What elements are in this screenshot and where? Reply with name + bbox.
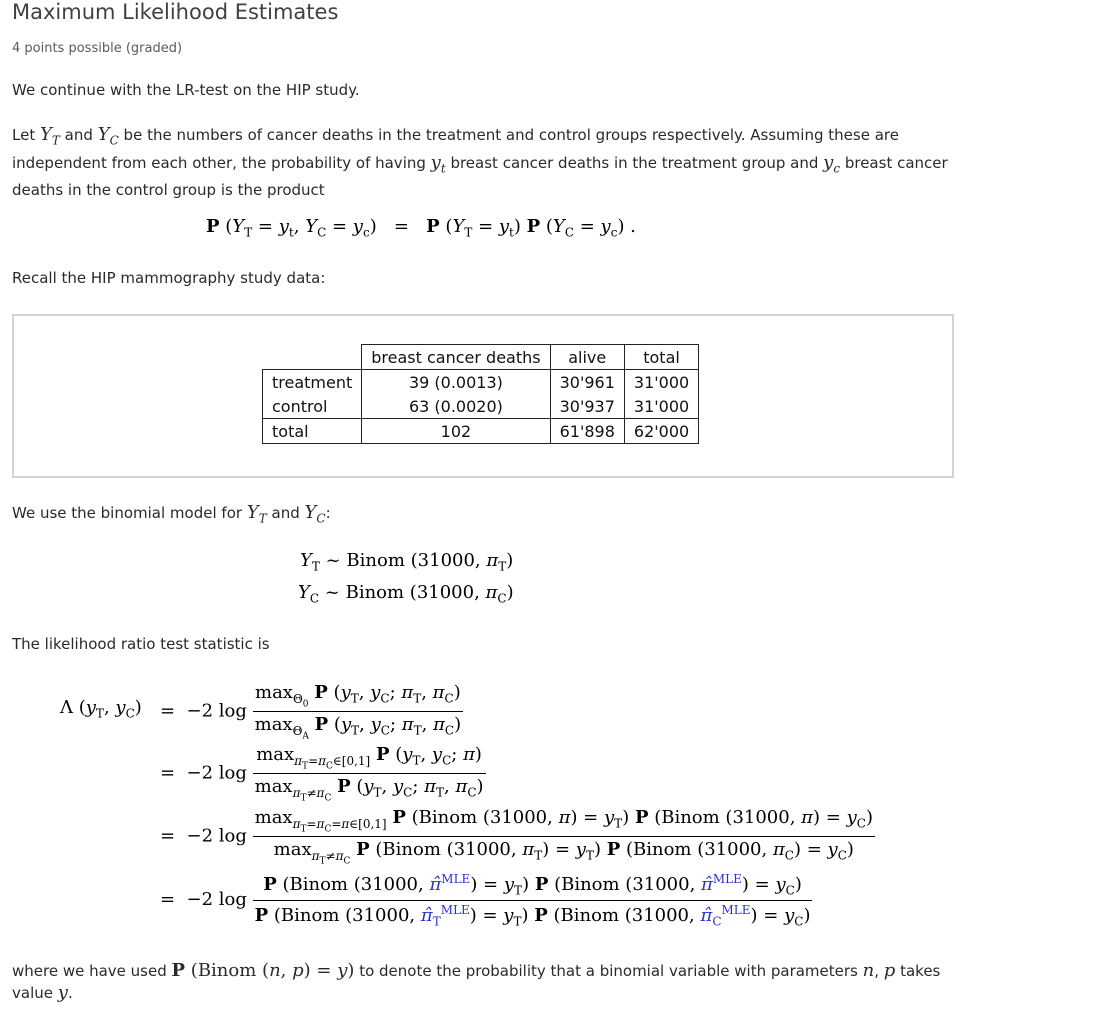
table-row — [263, 419, 699, 444]
table-cell: 62'000 — [624, 419, 698, 444]
binomial-model-C: $Y_C$ ~ Binom (31000, $\pi_C$) — [298, 582, 514, 606]
binomial-model-T: $Y_T$ ~ Binom (31000, $\pi_T$) — [300, 550, 514, 574]
binomial-intro: We use the binomial model for $Y_T$ and $Y_C$: — [12, 502, 331, 526]
table-header-row — [263, 345, 699, 370]
table-cell: 63 (0.0020) — [362, 394, 550, 419]
intro-text: We continue with the LR-test on the HIP study. — [12, 81, 360, 99]
table-cell: 61'898 — [550, 419, 624, 444]
table-container — [12, 314, 954, 478]
table-row — [263, 370, 699, 395]
lr-line-3: = −2 log $\max_{\pi_T=\pi_C=\pi\in[0,1]} P$ (Binom (31000, $\pi) = y_T$) P (Binom (31000, $\pi) = y_C$) $\max_{\pi_T\ne\pi_C} P$ (Binom (31000, $\pi_T) = y_T$) P (Binom (31000, $\pi_C) = y_C$) — [160, 807, 873, 866]
product-formula: P ($Y_T = y_t$, $Y_C = y_c) = P$ $(Y_T = y_t)$ P $(Y_C = y_c)$ . — [206, 216, 636, 240]
table-cell: 39 (0.0013) — [362, 370, 550, 395]
table-cell: 102 — [362, 419, 550, 444]
lr-line-1: = −2 log $\frac{\max_{\Theta_0} P (y_T, y_C; \pi_T, \pi_C)}{\max_{\Theta_A} P (y_T, y_C; \pi_T, \pi_C)}$ — [160, 682, 462, 741]
lr-line-2: = −2 log $\frac{\max_{\pi_T=\pi_C\in[0,1]} P (y_T, y_C; \pi)}{\max_{\pi_T\ne\pi_C} P (y_T, y_C; \pi_T, \pi_C)}$ — [160, 744, 484, 803]
row-label: control — [263, 394, 362, 419]
paragraph-1: Let $Y_T$ and $Y_C$ be the numbers of cancer deaths in the treatment and control groups respectively. Assuming these are independent from each other, the probability of having $y_t$ breast cancer deaths in the treatment group and $y_c$ breast cancer deaths in the control group is the product — [12, 124, 948, 200]
table-cell — [263, 345, 362, 370]
table-cell: 30'937 — [559, 396, 615, 416]
hip-data-table — [262, 344, 699, 444]
lambda-lhs: Λ ($y_T$, $y_C$) — [60, 697, 142, 721]
points-label: 4 points possible (graded) — [12, 41, 183, 56]
table-row — [263, 394, 699, 419]
page-title: Maximum Likelihood Estimates — [12, 0, 339, 24]
recall-text: Recall the HIP mammography study data: — [12, 269, 326, 287]
table-header-alive: alive — [550, 345, 624, 370]
row-label: total — [263, 419, 362, 444]
lr-line-4: = −2 log P (Binom (31000, π̂$^{MLE}$) = $y_T$) P (Binom (31000, π̂$^{MLE}$) = $y_C$) P (Binom (31000, $\pî_T^{MLE}) = y_T$) P (Binom (31000, $\pî_C^{MLE}) = y_C$) — [160, 872, 811, 929]
closing-paragraph: where we have used P (Binom (n, p) = y) to denote the probability that a binomial variable with parameters n, p takes value y. — [12, 960, 941, 1003]
lr-intro: The likelihood ratio test statistic is — [12, 635, 270, 653]
row-label: treatment — [263, 370, 362, 395]
table-header-total: total — [624, 345, 698, 370]
table-header-deaths: breast cancer deaths — [362, 345, 550, 370]
table-cell: 30'961 — [559, 372, 615, 392]
table-cell: 31'000 — [624, 370, 698, 395]
table-cell: 31'000 — [624, 394, 698, 419]
